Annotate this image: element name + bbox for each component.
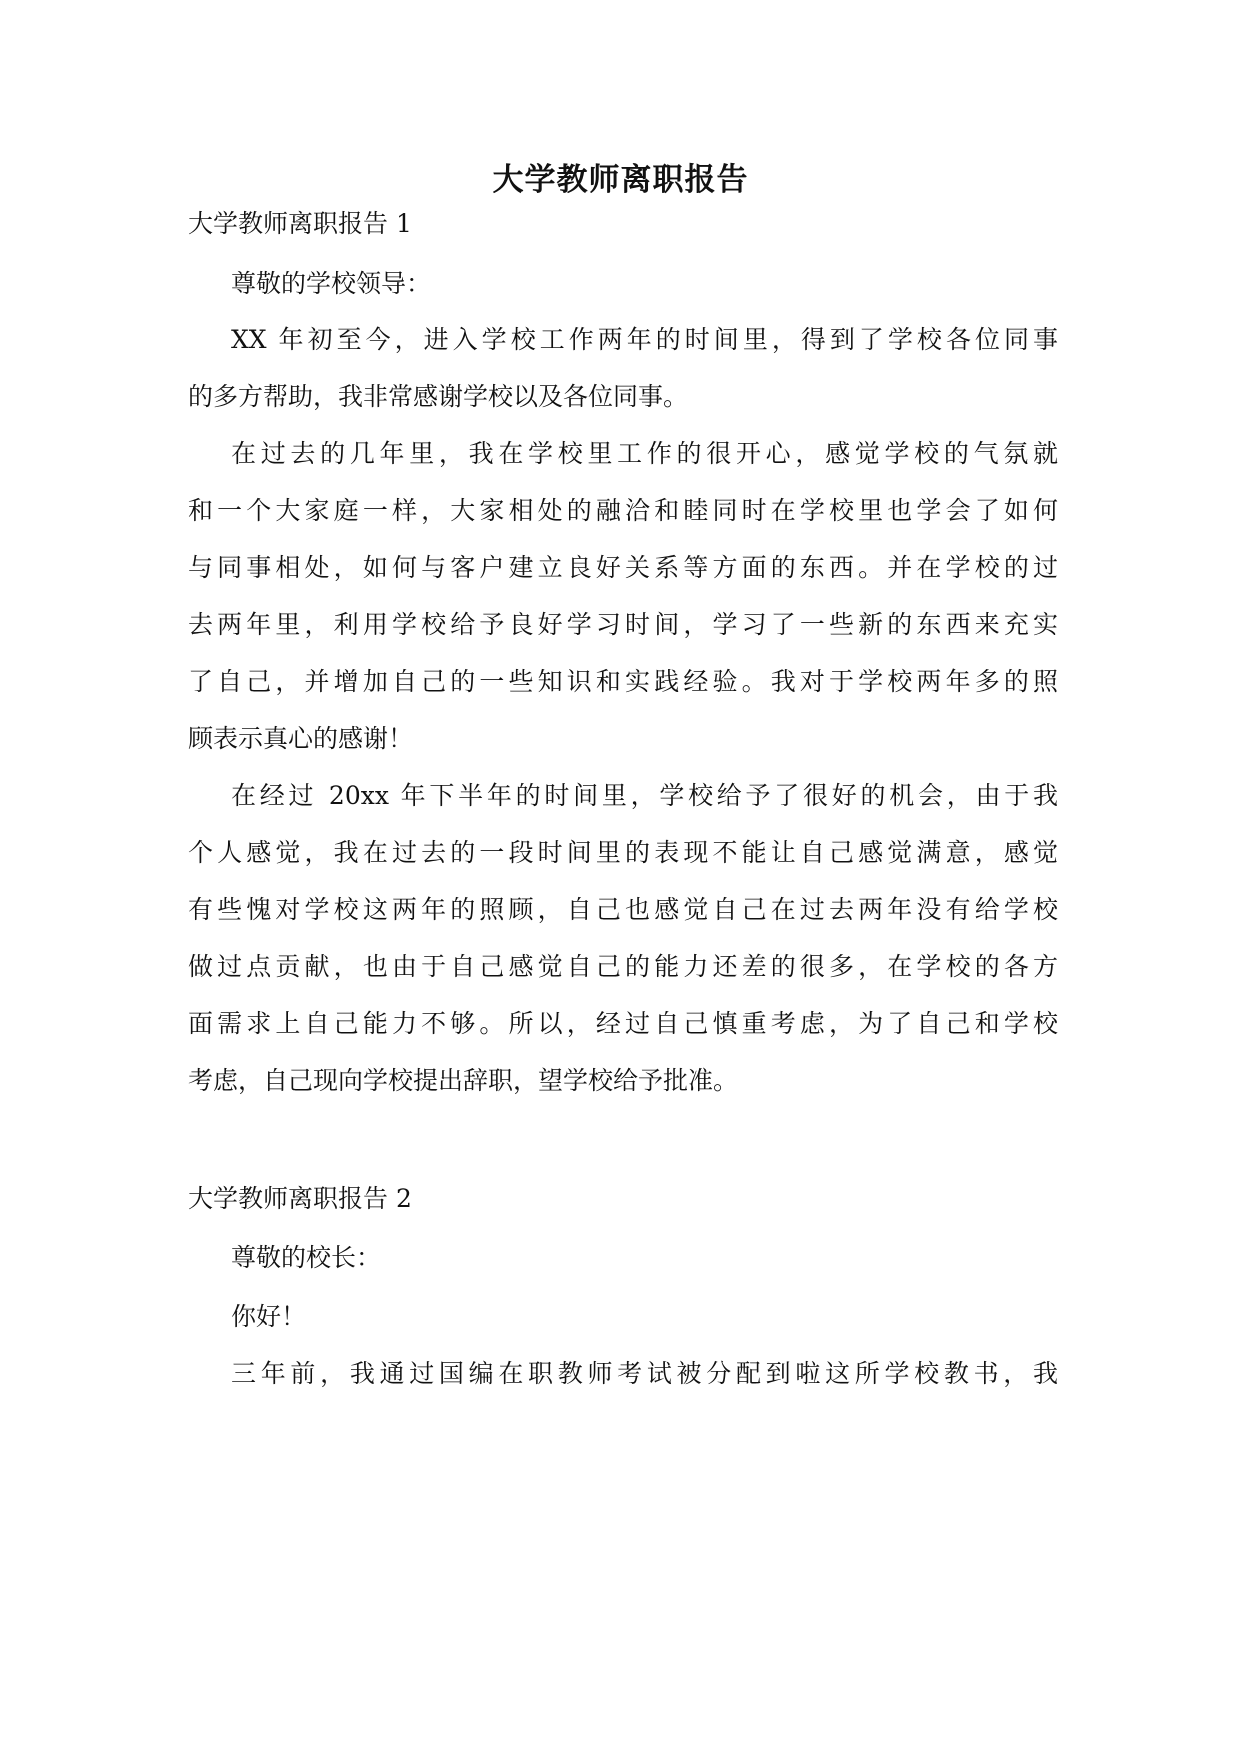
report1-line: 做过点贡献，也由于自己感觉自己的能力还差的很多，在学校的各方 xyxy=(188,952,1058,981)
report1-line: 的多方帮助，我非常感谢学校以及各位同事。 xyxy=(188,382,689,411)
report1-line: XX 年初至今，进入学校工作两年的时间里，得到了学校各位同事 xyxy=(231,325,1058,354)
report2-greeting: 你好！ xyxy=(231,1302,307,1331)
report1-line: 在过去的几年里，我在学校里工作的很开心，感觉学校的气氛就 xyxy=(231,439,1058,468)
report1-line: 了自己，并增加自己的一些知识和实践经验。我对于学校两年多的照 xyxy=(188,667,1058,696)
report1-line: 顾表示真心的感谢！ xyxy=(188,724,414,753)
report1-line: 考虑，自己现向学校提出辞职，望学校给予批准。 xyxy=(188,1066,739,1095)
report2-salutation: 尊敬的校长： xyxy=(231,1243,382,1272)
report2-heading: 大学教师离职报告 2 xyxy=(188,1184,412,1213)
document-title: 大学教师离职报告 xyxy=(492,162,749,198)
report1-line: 与同事相处，如何与客户建立良好关系等方面的东西。并在学校的过 xyxy=(188,553,1058,582)
report1-salutation: 尊敬的学校领导： xyxy=(231,269,432,298)
report1-line: 个人感觉，我在过去的一段时间里的表现不能让自己感觉满意，感觉 xyxy=(188,838,1058,867)
report1-line: 有些愧对学校这两年的照顾，自己也感觉自己在过去两年没有给学校 xyxy=(188,895,1058,924)
report1-line: 去两年里，利用学校给予良好学习时间，学习了一些新的东西来充实 xyxy=(188,610,1058,639)
report2-line: 三年前，我通过国编在职教师考试被分配到啦这所学校教书，我 xyxy=(231,1359,1058,1388)
report1-line: 面需求上自己能力不够。所以，经过自己慎重考虑，为了自己和学校 xyxy=(188,1009,1058,1038)
report1-heading: 大学教师离职报告 1 xyxy=(188,209,412,238)
report1-line: 和一个大家庭一样，大家相处的融洽和睦同时在学校里也学会了如何 xyxy=(188,496,1058,525)
report1-line: 在经过 20xx 年下半年的时间里，学校给予了很好的机会，由于我 xyxy=(231,781,1058,810)
